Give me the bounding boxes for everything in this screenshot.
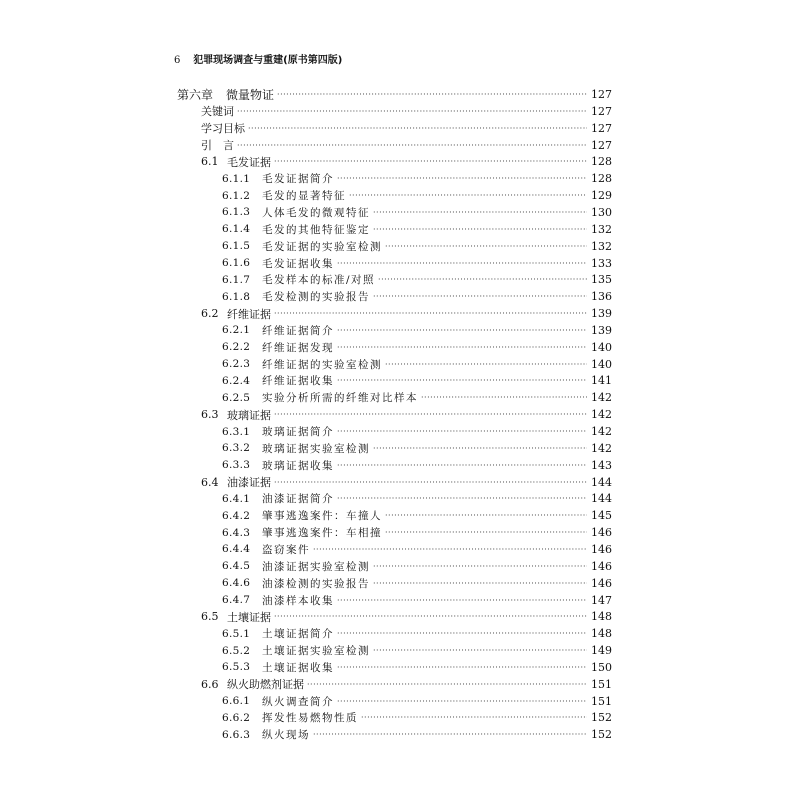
toc-entry[interactable] bbox=[201, 406, 612, 423]
dot-leader bbox=[337, 170, 587, 187]
dot-leader bbox=[373, 575, 587, 592]
toc-entry-number: 6.1.6 bbox=[222, 257, 251, 269]
toc-entry[interactable] bbox=[222, 709, 612, 726]
toc-entry[interactable] bbox=[222, 356, 612, 373]
toc-entry-page: 132 bbox=[591, 222, 612, 236]
toc-entry[interactable] bbox=[222, 255, 612, 272]
toc-entry-title: 关键词 bbox=[201, 105, 234, 119]
toc-entry-title: 纤维证据简介 bbox=[262, 324, 334, 337]
dot-leader bbox=[307, 676, 587, 693]
toc-entry-number: 6.6 bbox=[201, 677, 219, 691]
dot-leader bbox=[337, 457, 587, 474]
toc-entry-number: 6.2.1 bbox=[222, 324, 251, 337]
dot-leader bbox=[274, 406, 587, 423]
toc-entry-number: 6.5.1 bbox=[222, 627, 251, 640]
toc-entry-number: 6.6.3 bbox=[222, 728, 251, 741]
toc-entry-page: 139 bbox=[591, 307, 612, 321]
toc-entry-page: 128 bbox=[591, 155, 612, 169]
toc-entry[interactable] bbox=[222, 659, 612, 676]
toc-entry-title: 微量物证 bbox=[226, 88, 275, 102]
dot-leader bbox=[337, 255, 587, 272]
toc-entry-number: 6.1.1 bbox=[222, 172, 251, 185]
toc-entry-number: 6.2.3 bbox=[222, 358, 251, 371]
dot-leader bbox=[349, 187, 587, 204]
dot-leader bbox=[385, 238, 587, 255]
toc-entry-number: 6.2.5 bbox=[222, 391, 251, 404]
toc-entry-page: 146 bbox=[591, 526, 612, 540]
dot-leader bbox=[248, 120, 587, 137]
toc-entry[interactable] bbox=[222, 204, 612, 221]
toc-entry[interactable] bbox=[222, 238, 612, 255]
dot-leader bbox=[237, 137, 587, 154]
toc-entry-title: 毛发的其他特征鉴定 bbox=[262, 223, 370, 236]
toc-entry-title: 毛发样本的标准/对照 bbox=[262, 274, 376, 287]
toc-entry-page: 141 bbox=[591, 374, 612, 388]
toc-entry[interactable] bbox=[222, 271, 612, 288]
dot-leader bbox=[337, 372, 587, 389]
toc-entry-page: 127 bbox=[591, 121, 612, 135]
toc-entry[interactable] bbox=[201, 120, 612, 137]
toc-entry-number: 6.1.5 bbox=[222, 240, 251, 253]
toc-entry-title: 纤维证据发现 bbox=[262, 341, 334, 354]
toc-entry[interactable] bbox=[222, 625, 612, 642]
toc-entry-page: 136 bbox=[591, 290, 612, 304]
dot-leader bbox=[373, 440, 587, 457]
running-header bbox=[174, 51, 342, 66]
toc-entry-title: 油漆证据 bbox=[227, 476, 271, 490]
header-page-number: 6 bbox=[174, 55, 181, 66]
toc-entry-number: 6.4.7 bbox=[222, 594, 251, 606]
toc-entry-title: 油漆证据简介 bbox=[262, 493, 334, 506]
toc-entry-number: 第六章 bbox=[177, 88, 214, 102]
toc-entry-title: 实验分析所需的纤维对比样本 bbox=[262, 392, 418, 405]
toc-entry-number: 6.2.4 bbox=[222, 374, 251, 387]
toc-entry-title: 肇事逃逸案件：车撞人 bbox=[262, 510, 382, 523]
toc-entry[interactable] bbox=[222, 339, 612, 356]
toc-entry-title: 纤维证据收集 bbox=[262, 375, 334, 388]
toc-entry-page: 146 bbox=[591, 559, 612, 573]
toc-entry[interactable] bbox=[222, 288, 612, 305]
toc-entry-page: 143 bbox=[591, 458, 612, 472]
toc-entry-title: 毛发检测的实验报告 bbox=[262, 291, 370, 304]
toc-entry-number: 6.4.2 bbox=[222, 509, 251, 522]
toc-entry[interactable] bbox=[222, 726, 612, 743]
toc-entry-title: 玻璃证据 bbox=[227, 408, 271, 422]
dot-leader bbox=[373, 221, 587, 238]
toc-entry[interactable] bbox=[222, 490, 612, 507]
dot-leader bbox=[337, 423, 587, 440]
toc-entry-number: 6.1 bbox=[201, 155, 219, 169]
toc-entry-number: 6.1.2 bbox=[222, 189, 251, 202]
toc-entry-number: 6.3 bbox=[201, 408, 219, 422]
dot-leader bbox=[373, 204, 587, 221]
header-book-title: 犯罪现场调查与重建(原书第四版) bbox=[193, 55, 343, 66]
toc-entry-page: 133 bbox=[591, 256, 612, 270]
toc-entry-title: 玻璃证据收集 bbox=[262, 459, 334, 472]
toc-entry-title: 纵火调查简介 bbox=[262, 695, 334, 708]
dot-leader bbox=[313, 726, 587, 743]
toc-entry[interactable] bbox=[222, 693, 612, 710]
toc-entry[interactable] bbox=[222, 457, 612, 474]
toc-entry[interactable] bbox=[222, 170, 612, 187]
toc-entry-title: 土壤证据简介 bbox=[262, 628, 334, 641]
toc-entry-title: 纤维证据 bbox=[227, 307, 271, 321]
toc-entry-page: 127 bbox=[591, 88, 612, 101]
toc-entry-number: 6.4.3 bbox=[222, 526, 251, 539]
dot-leader bbox=[237, 103, 587, 120]
dot-leader bbox=[337, 625, 587, 642]
toc-entry-title: 毛发证据 bbox=[227, 155, 271, 169]
toc-entry-number: 6.1.8 bbox=[222, 290, 251, 303]
toc-entry-title: 盗窃案件 bbox=[262, 543, 310, 556]
toc-entry[interactable] bbox=[222, 440, 612, 457]
toc-entry-page: 127 bbox=[591, 138, 612, 152]
dot-leader bbox=[337, 322, 587, 339]
toc-entry-number: 6.1.3 bbox=[222, 206, 251, 219]
dot-leader bbox=[337, 693, 587, 710]
toc-entry-page: 129 bbox=[591, 189, 612, 203]
toc-entry-number: 6.5.3 bbox=[222, 661, 251, 674]
dot-leader bbox=[373, 558, 587, 575]
toc-entry[interactable] bbox=[222, 221, 612, 238]
toc-entry-number: 6.4.5 bbox=[222, 560, 251, 573]
toc-entry-page: 148 bbox=[591, 610, 612, 624]
toc-entry-number: 6.1.4 bbox=[222, 223, 251, 236]
toc-entry-title: 引 言 bbox=[201, 139, 234, 153]
toc-entry[interactable] bbox=[222, 322, 612, 339]
toc-entry[interactable] bbox=[201, 137, 612, 154]
toc-entry-page: 142 bbox=[591, 408, 612, 422]
toc-entry-title: 玻璃证据实验室检测 bbox=[262, 442, 370, 455]
toc-entry-page: 144 bbox=[591, 475, 612, 489]
toc-entry-number: 6.6.2 bbox=[222, 711, 251, 724]
toc-entry-page: 146 bbox=[591, 576, 612, 590]
toc-entry[interactable] bbox=[222, 558, 612, 575]
toc-entry[interactable] bbox=[201, 103, 612, 120]
toc-entry[interactable] bbox=[222, 575, 612, 592]
toc-entry-page: 149 bbox=[591, 644, 612, 658]
dot-leader bbox=[337, 592, 587, 609]
toc-entry[interactable] bbox=[222, 592, 612, 609]
toc-entry-page: 139 bbox=[591, 323, 612, 337]
toc-entry-page: 151 bbox=[591, 677, 612, 691]
toc-entry-page: 132 bbox=[591, 239, 612, 253]
toc-entry-page: 148 bbox=[591, 627, 612, 641]
toc-entry-page: 128 bbox=[591, 172, 612, 186]
toc-entry-title: 学习目标 bbox=[201, 122, 245, 136]
toc-entry-page: 142 bbox=[591, 425, 612, 438]
toc-entry[interactable] bbox=[222, 541, 612, 558]
dot-leader bbox=[274, 305, 587, 322]
toc-entry-number: 6.6.1 bbox=[222, 695, 251, 708]
dot-leader bbox=[274, 474, 587, 491]
toc-entry-title: 肇事逃逸案件：车相撞 bbox=[262, 527, 382, 540]
toc-entry-page: 127 bbox=[591, 104, 612, 118]
toc-entry-title: 土壤证据实验室检测 bbox=[262, 645, 370, 658]
toc-entry-title: 纤维证据的实验室检测 bbox=[262, 358, 382, 371]
toc-entry-page: 135 bbox=[591, 273, 612, 287]
toc-entry-title: 毛发证据收集 bbox=[262, 257, 334, 270]
toc-entry-number: 6.2.2 bbox=[222, 341, 251, 354]
toc-entry-page: 147 bbox=[591, 593, 612, 607]
toc-entry-page: 152 bbox=[591, 711, 612, 725]
toc-entry-page: 152 bbox=[591, 728, 612, 742]
dot-leader bbox=[385, 356, 587, 373]
dot-leader bbox=[361, 709, 587, 726]
toc-entry-title: 油漆检测的实验报告 bbox=[262, 577, 370, 590]
toc-entry-title: 毛发证据简介 bbox=[262, 173, 334, 186]
toc-entry[interactable] bbox=[201, 305, 612, 322]
dot-leader bbox=[337, 339, 587, 356]
toc-entry[interactable] bbox=[222, 642, 612, 659]
toc-entry-page: 145 bbox=[591, 509, 612, 523]
dot-leader bbox=[385, 524, 587, 541]
toc-entry-title: 人体毛发的微观特征 bbox=[262, 206, 370, 219]
toc-entry[interactable] bbox=[222, 187, 612, 204]
toc-entry[interactable] bbox=[201, 608, 612, 625]
dot-leader bbox=[421, 389, 587, 406]
dot-leader bbox=[373, 288, 587, 305]
toc-entry-page: 146 bbox=[591, 542, 612, 556]
toc-entry-number: 6.5.2 bbox=[222, 644, 251, 657]
dot-leader bbox=[337, 490, 587, 507]
toc-entry-page: 142 bbox=[591, 391, 612, 405]
dot-leader bbox=[274, 608, 587, 625]
toc-entry-page: 140 bbox=[591, 340, 612, 354]
dot-leader bbox=[337, 659, 587, 676]
toc-entry-number: 6.3.3 bbox=[222, 459, 251, 472]
toc-entry-title: 油漆样本收集 bbox=[262, 594, 334, 607]
toc-entry-number: 6.4 bbox=[201, 475, 219, 489]
dot-leader bbox=[378, 271, 587, 288]
dot-leader bbox=[313, 541, 587, 558]
toc-entry-title: 毛发证据的实验室检测 bbox=[262, 240, 382, 253]
toc-entry[interactable] bbox=[201, 153, 612, 170]
toc-entry-page: 130 bbox=[591, 205, 612, 219]
toc-entry-title: 土壤证据收集 bbox=[262, 661, 334, 674]
toc-entry-number: 6.3.2 bbox=[222, 442, 251, 455]
toc-entry-page: 144 bbox=[591, 492, 612, 506]
toc-entry[interactable] bbox=[222, 372, 612, 389]
dot-leader bbox=[277, 86, 587, 103]
toc-entry[interactable] bbox=[177, 86, 612, 103]
toc-entry-title: 纵火现场 bbox=[262, 729, 310, 742]
dot-leader bbox=[385, 507, 587, 524]
toc-entry-number: 6.2 bbox=[201, 307, 219, 321]
toc-entry-number: 6.4.4 bbox=[222, 543, 251, 556]
toc-entry-number: 6.3.1 bbox=[222, 425, 251, 438]
toc-entry[interactable] bbox=[222, 389, 612, 406]
toc-entry[interactable] bbox=[201, 474, 612, 491]
toc-entry[interactable] bbox=[201, 676, 612, 693]
toc-entry-page: 140 bbox=[591, 357, 612, 371]
toc-entry-page: 142 bbox=[591, 441, 612, 455]
toc-entry-title: 油漆证据实验室检测 bbox=[262, 560, 370, 573]
toc-entry-number: 6.4.1 bbox=[222, 492, 251, 505]
toc-entry-title: 纵火助燃剂证据 bbox=[227, 678, 304, 692]
dot-leader bbox=[274, 153, 587, 170]
toc-entry-title: 毛发的显著特征 bbox=[262, 190, 346, 203]
toc-entry[interactable] bbox=[222, 507, 612, 524]
toc-entry-number: 6.1.7 bbox=[222, 273, 251, 286]
toc-entry-title: 土壤证据 bbox=[227, 610, 271, 624]
toc-entry-title: 玻璃证据简介 bbox=[262, 426, 334, 438]
toc-entry[interactable] bbox=[222, 423, 612, 440]
toc-entry-page: 151 bbox=[591, 694, 612, 708]
toc-entry-number: 6.4.6 bbox=[222, 577, 251, 590]
toc-entry-page: 150 bbox=[591, 660, 612, 674]
dot-leader bbox=[373, 642, 587, 659]
toc-entry-title: 挥发性易燃物性质 bbox=[262, 712, 358, 725]
toc-entry-number: 6.5 bbox=[201, 610, 219, 624]
toc-entry[interactable] bbox=[222, 524, 612, 541]
